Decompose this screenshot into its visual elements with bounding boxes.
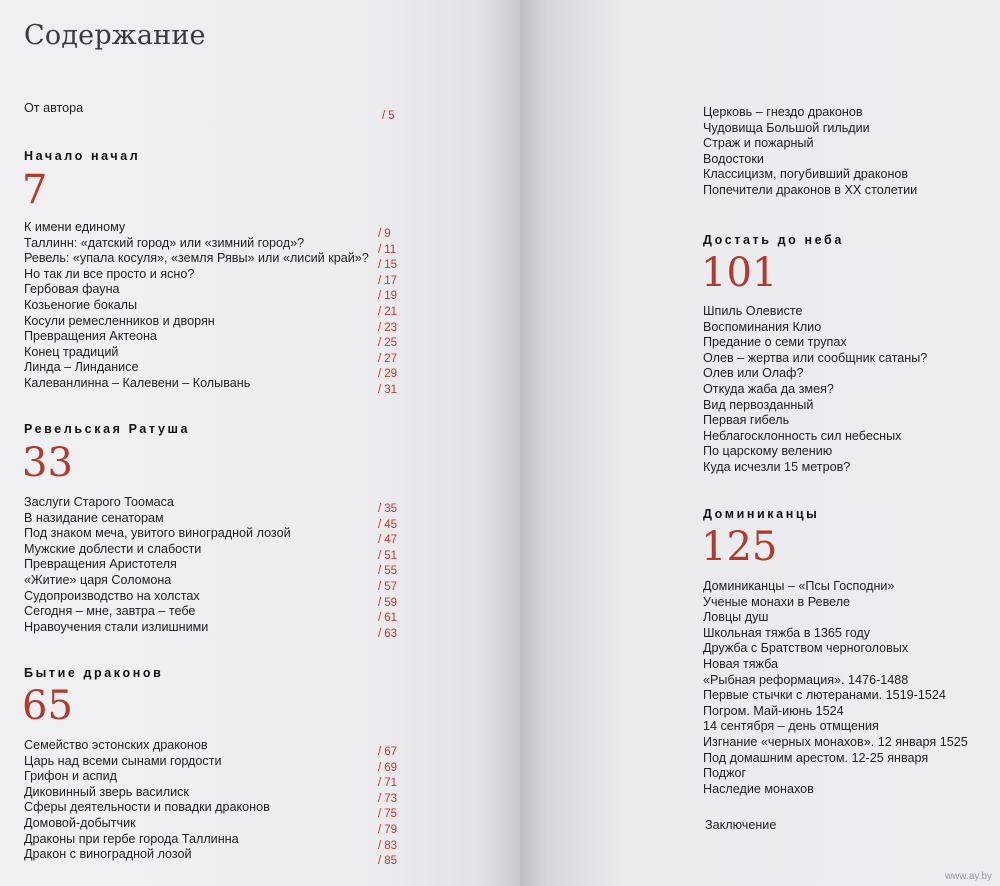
slash-separator: /: [378, 306, 382, 318]
page-number-value: 27: [384, 352, 397, 365]
slash-separator: /: [378, 384, 382, 396]
section-start-page: 125: [701, 524, 778, 570]
toc-entry: Превращения Аристотеля: [24, 557, 177, 572]
toc-entry: Доминиканцы – «Псы Господни»: [703, 579, 895, 593]
page-number: [378, 550, 397, 562]
page-number: [378, 353, 397, 365]
toc-entry: Диковинный зверь василиск: [24, 784, 189, 799]
slash-separator: /: [378, 534, 382, 547]
slash-separator: /: [378, 274, 382, 287]
page-number-value: 17: [384, 274, 397, 287]
toc-entry: Наследие монахов: [703, 781, 814, 796]
toc-entry: Новая тяжба: [703, 657, 779, 671]
page-number-value: 19: [384, 290, 397, 303]
toc-entry: Дружба с Братством черноголовых: [703, 641, 909, 656]
page-number-value: 73: [384, 792, 397, 805]
page-number: [378, 746, 397, 758]
page-number-value: 25: [384, 337, 397, 350]
page-number-value: 15: [384, 259, 397, 272]
page-number: [378, 306, 397, 318]
page-number: [378, 855, 397, 867]
page-number-value: 67: [384, 746, 397, 758]
slash-separator: /: [378, 243, 382, 256]
toc-entry: Шпиль Олевисте: [703, 304, 803, 318]
toc-entry: Ревель: «упала косуля», «земля Рявы» или «лисий край»?: [24, 251, 369, 266]
toc-entry: Но так ли все просто и ясно?: [24, 266, 195, 281]
section-start-page: 33: [22, 440, 73, 486]
toc-entry: Куда исчезли 15 метров?: [703, 460, 851, 474]
page-number-value: 51: [384, 549, 397, 562]
page-number: [378, 581, 397, 593]
toc-entry-conclusion: Заключение: [705, 818, 777, 832]
page-number-value: 79: [384, 824, 397, 836]
slash-separator: /: [378, 855, 382, 868]
page-number-value: 11: [384, 243, 397, 256]
slash-separator: /: [378, 824, 382, 836]
slash-separator: /: [378, 839, 382, 852]
toc-entry: Воспоминания Клио: [703, 319, 822, 334]
toc-entry: Таллинн: «датский город» или «зимний город»?: [24, 235, 305, 250]
page-number: [378, 612, 397, 624]
toc-entry-intro: От автора: [24, 101, 84, 115]
toc-entry: Царь над всеми сынами гордости: [24, 753, 222, 768]
section-start-page: 7: [22, 167, 48, 213]
slash-separator: /: [378, 808, 382, 821]
page-number-value: 23: [384, 321, 397, 334]
page-number: [378, 628, 397, 640]
toc-entry: Школьная тяжба в 1365 году: [703, 625, 871, 640]
toc-entry: «Рыбная реформация». 1476-1488: [703, 672, 909, 687]
toc-entry: «Житие» царя Соломона: [24, 573, 172, 587]
toc-entry: Драконы при гербе города Таллинна: [24, 831, 239, 846]
slash-separator: /: [378, 792, 382, 805]
toc-entry: Олев или Олаф?: [703, 366, 804, 381]
page-number: [378, 565, 397, 577]
slash-separator: /: [378, 612, 382, 625]
slash-separator: /: [378, 321, 382, 334]
page-number-value: 69: [384, 761, 397, 774]
slash-separator: /: [378, 746, 382, 758]
toc-entry: Вид первозданный: [703, 397, 814, 412]
right-page: [520, 0, 1000, 886]
page-number: [378, 519, 397, 531]
page-number-value: 83: [384, 839, 397, 852]
toc-entry: Домовой-добытчик: [24, 816, 136, 830]
slash-separator: /: [378, 565, 382, 578]
page-number-value: 47: [384, 534, 397, 547]
slash-separator: /: [378, 290, 382, 303]
toc-entry: Нравоучения стали излишними: [24, 619, 209, 634]
toc-entry: Водостоки: [703, 151, 764, 166]
toc-entry: Грифон и аспид: [24, 769, 118, 784]
page-number-value: 9: [384, 228, 391, 240]
page-number: [378, 534, 397, 546]
page-title: Содержание: [24, 20, 206, 51]
page-number-value: 71: [384, 777, 397, 790]
section-title: Бытие драконов: [24, 666, 164, 680]
toc-entry: Погром. Май-июнь 1524: [703, 703, 844, 718]
toc-entry: Конец традиций: [24, 344, 119, 359]
page-number: [378, 824, 397, 836]
toc-entry: Чудовища Большой гильдии: [703, 120, 870, 135]
slash-separator: /: [382, 110, 386, 122]
page-number-value: 63: [384, 627, 397, 640]
toc-entry: Ученые монахи в Ревеле: [703, 594, 851, 609]
page-number: [378, 275, 397, 287]
page-number: [378, 259, 397, 271]
toc-entry: Превращения Актеона: [24, 329, 157, 344]
page-number: [378, 290, 397, 302]
slash-separator: /: [378, 596, 382, 609]
toc-entry: Откуда жаба да змея?: [703, 382, 834, 396]
slash-separator: /: [378, 503, 382, 515]
page-number: [378, 808, 397, 820]
page-number-value: 45: [384, 518, 397, 531]
toc-entry: Косули ремесленников и дворян: [24, 313, 215, 328]
watermark: www.ay.by: [944, 871, 992, 882]
page-number: [378, 597, 397, 609]
toc-entry: Под знаком меча, увитого виноградной лозой: [24, 526, 291, 541]
toc-entry: Неблагосклонность сил небесных: [703, 428, 902, 443]
toc-entry: Калеванлинна – Калевени – Колывань: [24, 376, 251, 390]
toc-entry: Заслуги Старого Тоомаса: [24, 495, 174, 509]
toc-entry: Сферы деятельности и повадки драконов: [24, 800, 270, 815]
page-number: [378, 384, 397, 396]
toc-entry: Олев – жертва или сообщник сатаны?: [703, 350, 928, 365]
toc-entry: Судопроизводство на холстах: [24, 588, 200, 603]
slash-separator: /: [378, 581, 382, 593]
section-title: Доминиканцы: [703, 507, 820, 521]
toc-entry: Первые стычки с лютеранами. 1519-1524: [703, 688, 946, 703]
slash-separator: /: [378, 761, 382, 774]
page-number: [382, 110, 395, 122]
toc-entry: Первая гибель: [703, 413, 790, 428]
section-title: Достать до неба: [703, 233, 844, 247]
page-number: [378, 337, 397, 349]
page-number-value: 35: [384, 503, 397, 515]
toc-entry: В назидание сенаторам: [24, 510, 164, 525]
toc-entry: Предание о семи трупах: [703, 335, 847, 350]
toc-entry: 14 сентября – день отмщения: [703, 719, 879, 734]
page-number: [378, 244, 396, 256]
page-number-value: 21: [384, 306, 397, 318]
slash-separator: /: [378, 627, 382, 640]
toc-entry: Под домашним арестом. 12-25 января: [703, 750, 929, 765]
page-number: [378, 503, 397, 515]
toc-entry: Линда – Линданисе: [24, 360, 139, 375]
slash-separator: /: [378, 259, 382, 272]
page-number: [378, 777, 397, 789]
page-number: [378, 840, 397, 852]
page-number-value: 5: [388, 110, 395, 122]
page-number-value: 85: [384, 855, 397, 868]
section-title: Начало начал: [24, 149, 141, 163]
toc-entry: Поджог: [703, 766, 747, 781]
slash-separator: /: [378, 518, 382, 531]
toc-entry: Изгнание «черных монахов». 12 января 1525: [703, 735, 968, 749]
page-number-value: 31: [384, 384, 397, 396]
toc-entry: Страж и пожарный: [703, 136, 814, 151]
slash-separator: /: [378, 352, 382, 365]
page-number-value: 59: [384, 596, 397, 609]
toc-entry: Семейство эстонских драконов: [24, 738, 208, 752]
page-number-value: 61: [384, 612, 397, 625]
slash-separator: /: [378, 549, 382, 562]
toc-entry: Мужские доблести и слабости: [24, 541, 202, 556]
toc-entry: По царскому велению: [703, 444, 833, 459]
page-number: [378, 793, 397, 805]
section-start-page: 101: [701, 250, 778, 296]
slash-separator: /: [378, 228, 382, 240]
toc-entry: Ловцы душ: [703, 610, 769, 625]
page-number-value: 75: [384, 808, 397, 821]
page-number: [378, 322, 397, 334]
section-start-page: 65: [22, 683, 73, 729]
page-number-value: 57: [384, 581, 397, 593]
toc-entry: Сегодня – мне, завтра – тебе: [24, 604, 196, 619]
slash-separator: /: [378, 337, 382, 350]
toc-entry: К имени единому: [24, 220, 126, 234]
toc-entry: Дракон с виноградной лозой: [24, 847, 192, 862]
toc-entry: Попечители драконов в XX столетии: [703, 183, 918, 197]
toc-entry: Козьеногие бокалы: [24, 298, 138, 312]
toc-entry: Гербовая фауна: [24, 282, 120, 297]
toc-entry: Церковь – гнездо драконов: [703, 105, 863, 119]
toc-entry: Классицизм, погубивший драконов: [703, 167, 909, 182]
slash-separator: /: [378, 777, 382, 790]
page-number: [378, 228, 391, 240]
page-number-value: 29: [384, 368, 397, 381]
page-number: [378, 762, 397, 774]
section-title: Ревельская Ратуша: [24, 422, 191, 436]
page-number: [378, 368, 397, 380]
page-number-value: 55: [384, 565, 397, 578]
slash-separator: /: [378, 368, 382, 381]
